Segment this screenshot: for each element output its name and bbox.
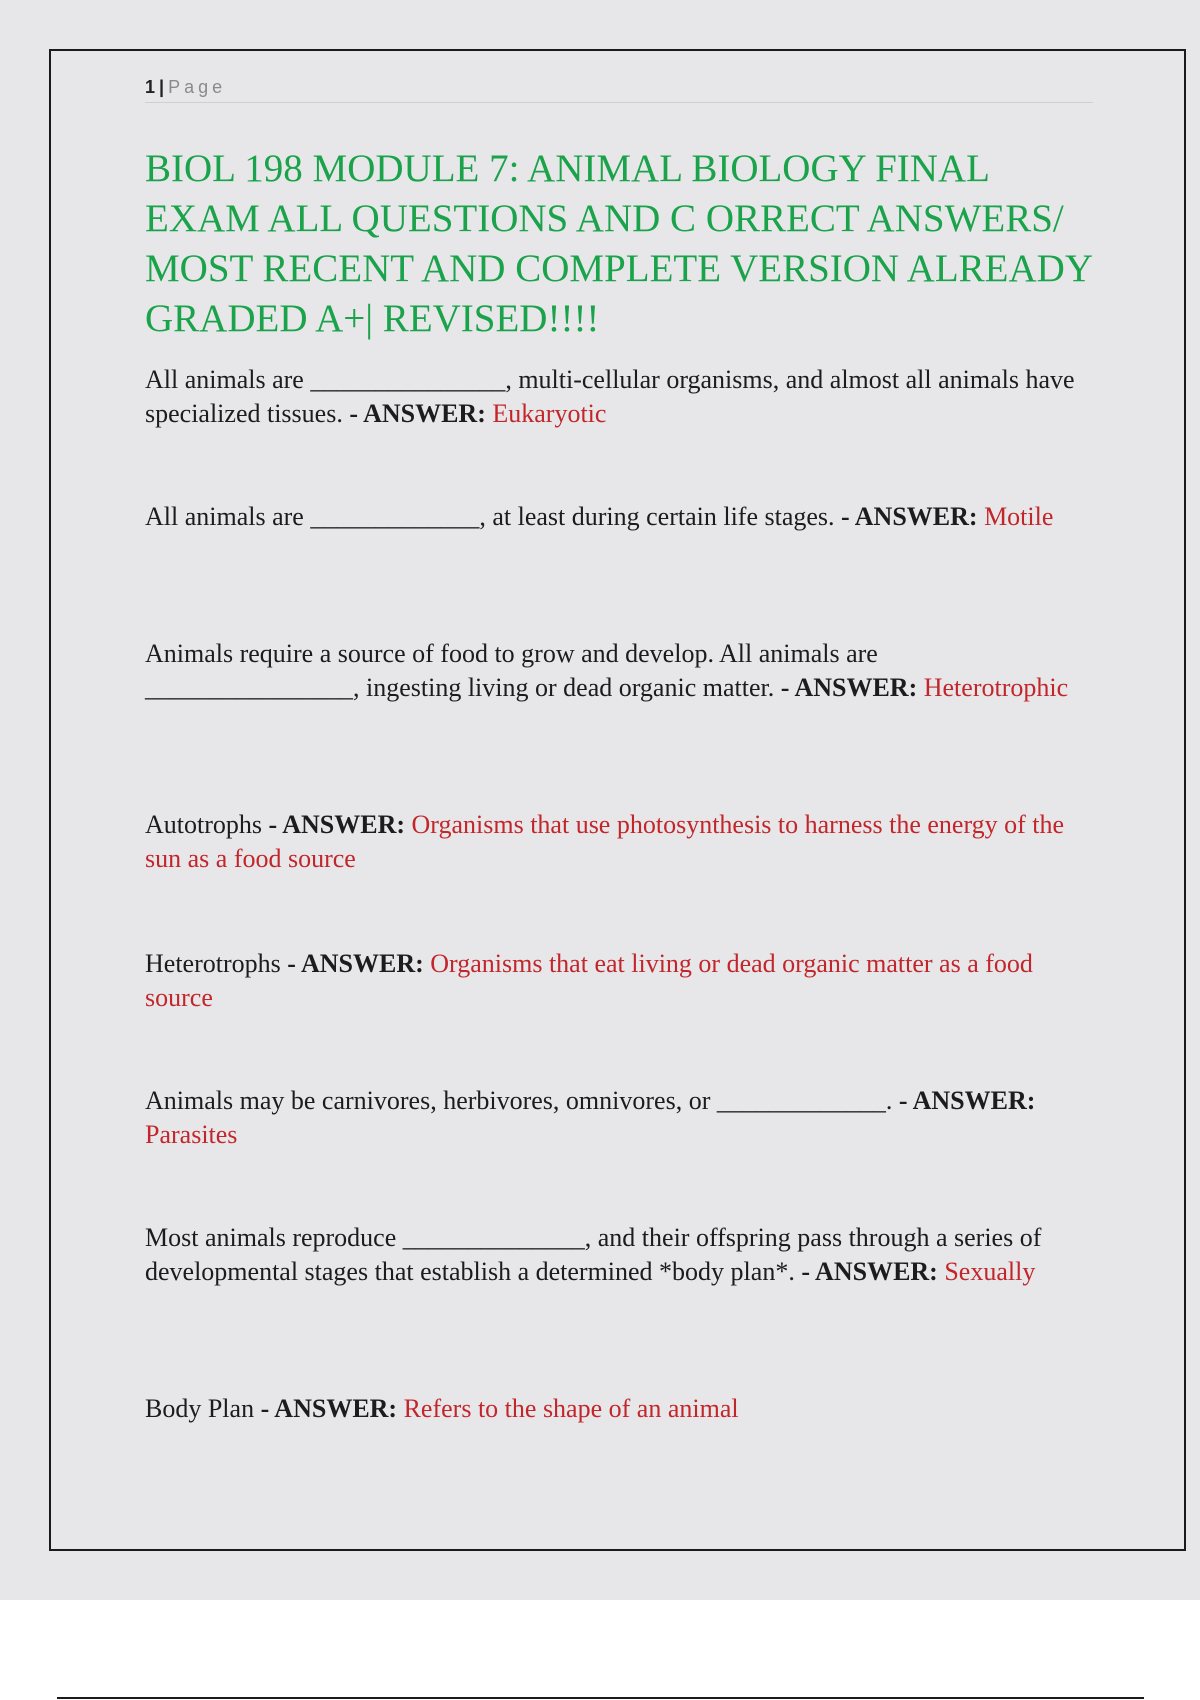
question-text: Body Plan (145, 1394, 255, 1423)
answer-label: - ANSWER: (841, 502, 978, 531)
answer-label: - ANSWER: (287, 949, 424, 978)
answer-label: - ANSWER: (801, 1257, 938, 1286)
qa-item-7 (145, 1221, 1093, 1289)
bottom-divider (57, 1697, 1144, 1699)
question-text: Animals require a source of food to grow and develop. All animals are ________________, ingesting living or dead organic matter. (145, 639, 878, 702)
answer-label: - ANSWER: (260, 1394, 398, 1423)
question-text: Autotrophs (145, 810, 262, 839)
answer-text: Parasites (145, 1120, 238, 1149)
question-text: Animals may be carnivores, herbivores, omnivores, or _____________. (145, 1086, 893, 1115)
page-separator: | (159, 77, 165, 97)
answer-text: Motile (984, 502, 1054, 531)
answer-text: Eukaryotic (492, 399, 607, 428)
answer-label: - ANSWER: (898, 1086, 1036, 1115)
qa-item-1 (145, 363, 1093, 431)
qa-item-8 (145, 1392, 1093, 1426)
question-text: Most animals reproduce ______________, and their offspring pass through a series of developmental stages that establish a determined *body plan*. (145, 1223, 1042, 1286)
question-text: All animals are _____________, at least during certain life stages. (145, 502, 835, 531)
answer-text: Organisms that use photosynthesis to harness the energy of the sun as a food source (145, 810, 1065, 873)
answer-text: Heterotrophic (923, 673, 1069, 702)
qa-item-5 (145, 947, 1093, 1015)
document-title: BIOL 198 MODULE 7: ANIMAL BIOLOGY FINAL EXAM ALL QUESTIONS AND C ORRECT ANSWERS/ MOST RECENT AND COMPLETE VERSION ALREADY GRADED A+| REVISED!!!! (145, 147, 1092, 340)
page-word: Page (168, 77, 227, 97)
answer-text: Sexually (944, 1257, 1036, 1286)
answer-label: - ANSWER: (268, 810, 406, 839)
answer-text: Refers to the shape of an animal (403, 1394, 739, 1423)
question-text: Heterotrophs (145, 949, 281, 978)
question-text: All animals are _______________, multi-cellular organisms, and almost all animals have specialized tissues. (145, 365, 1075, 428)
answer-text: Organisms that eat living or dead organic matter as a food source (145, 949, 1033, 1012)
answer-label: - ANSWER: (349, 399, 486, 428)
qa-item-6 (145, 1084, 1093, 1152)
page-number: 1 (145, 77, 156, 97)
answer-label: - ANSWER: (780, 673, 918, 702)
qa-item-2 (145, 500, 1093, 534)
page-header (145, 74, 1093, 103)
qa-item-3 (145, 637, 1093, 705)
qa-item-4 (145, 808, 1093, 876)
